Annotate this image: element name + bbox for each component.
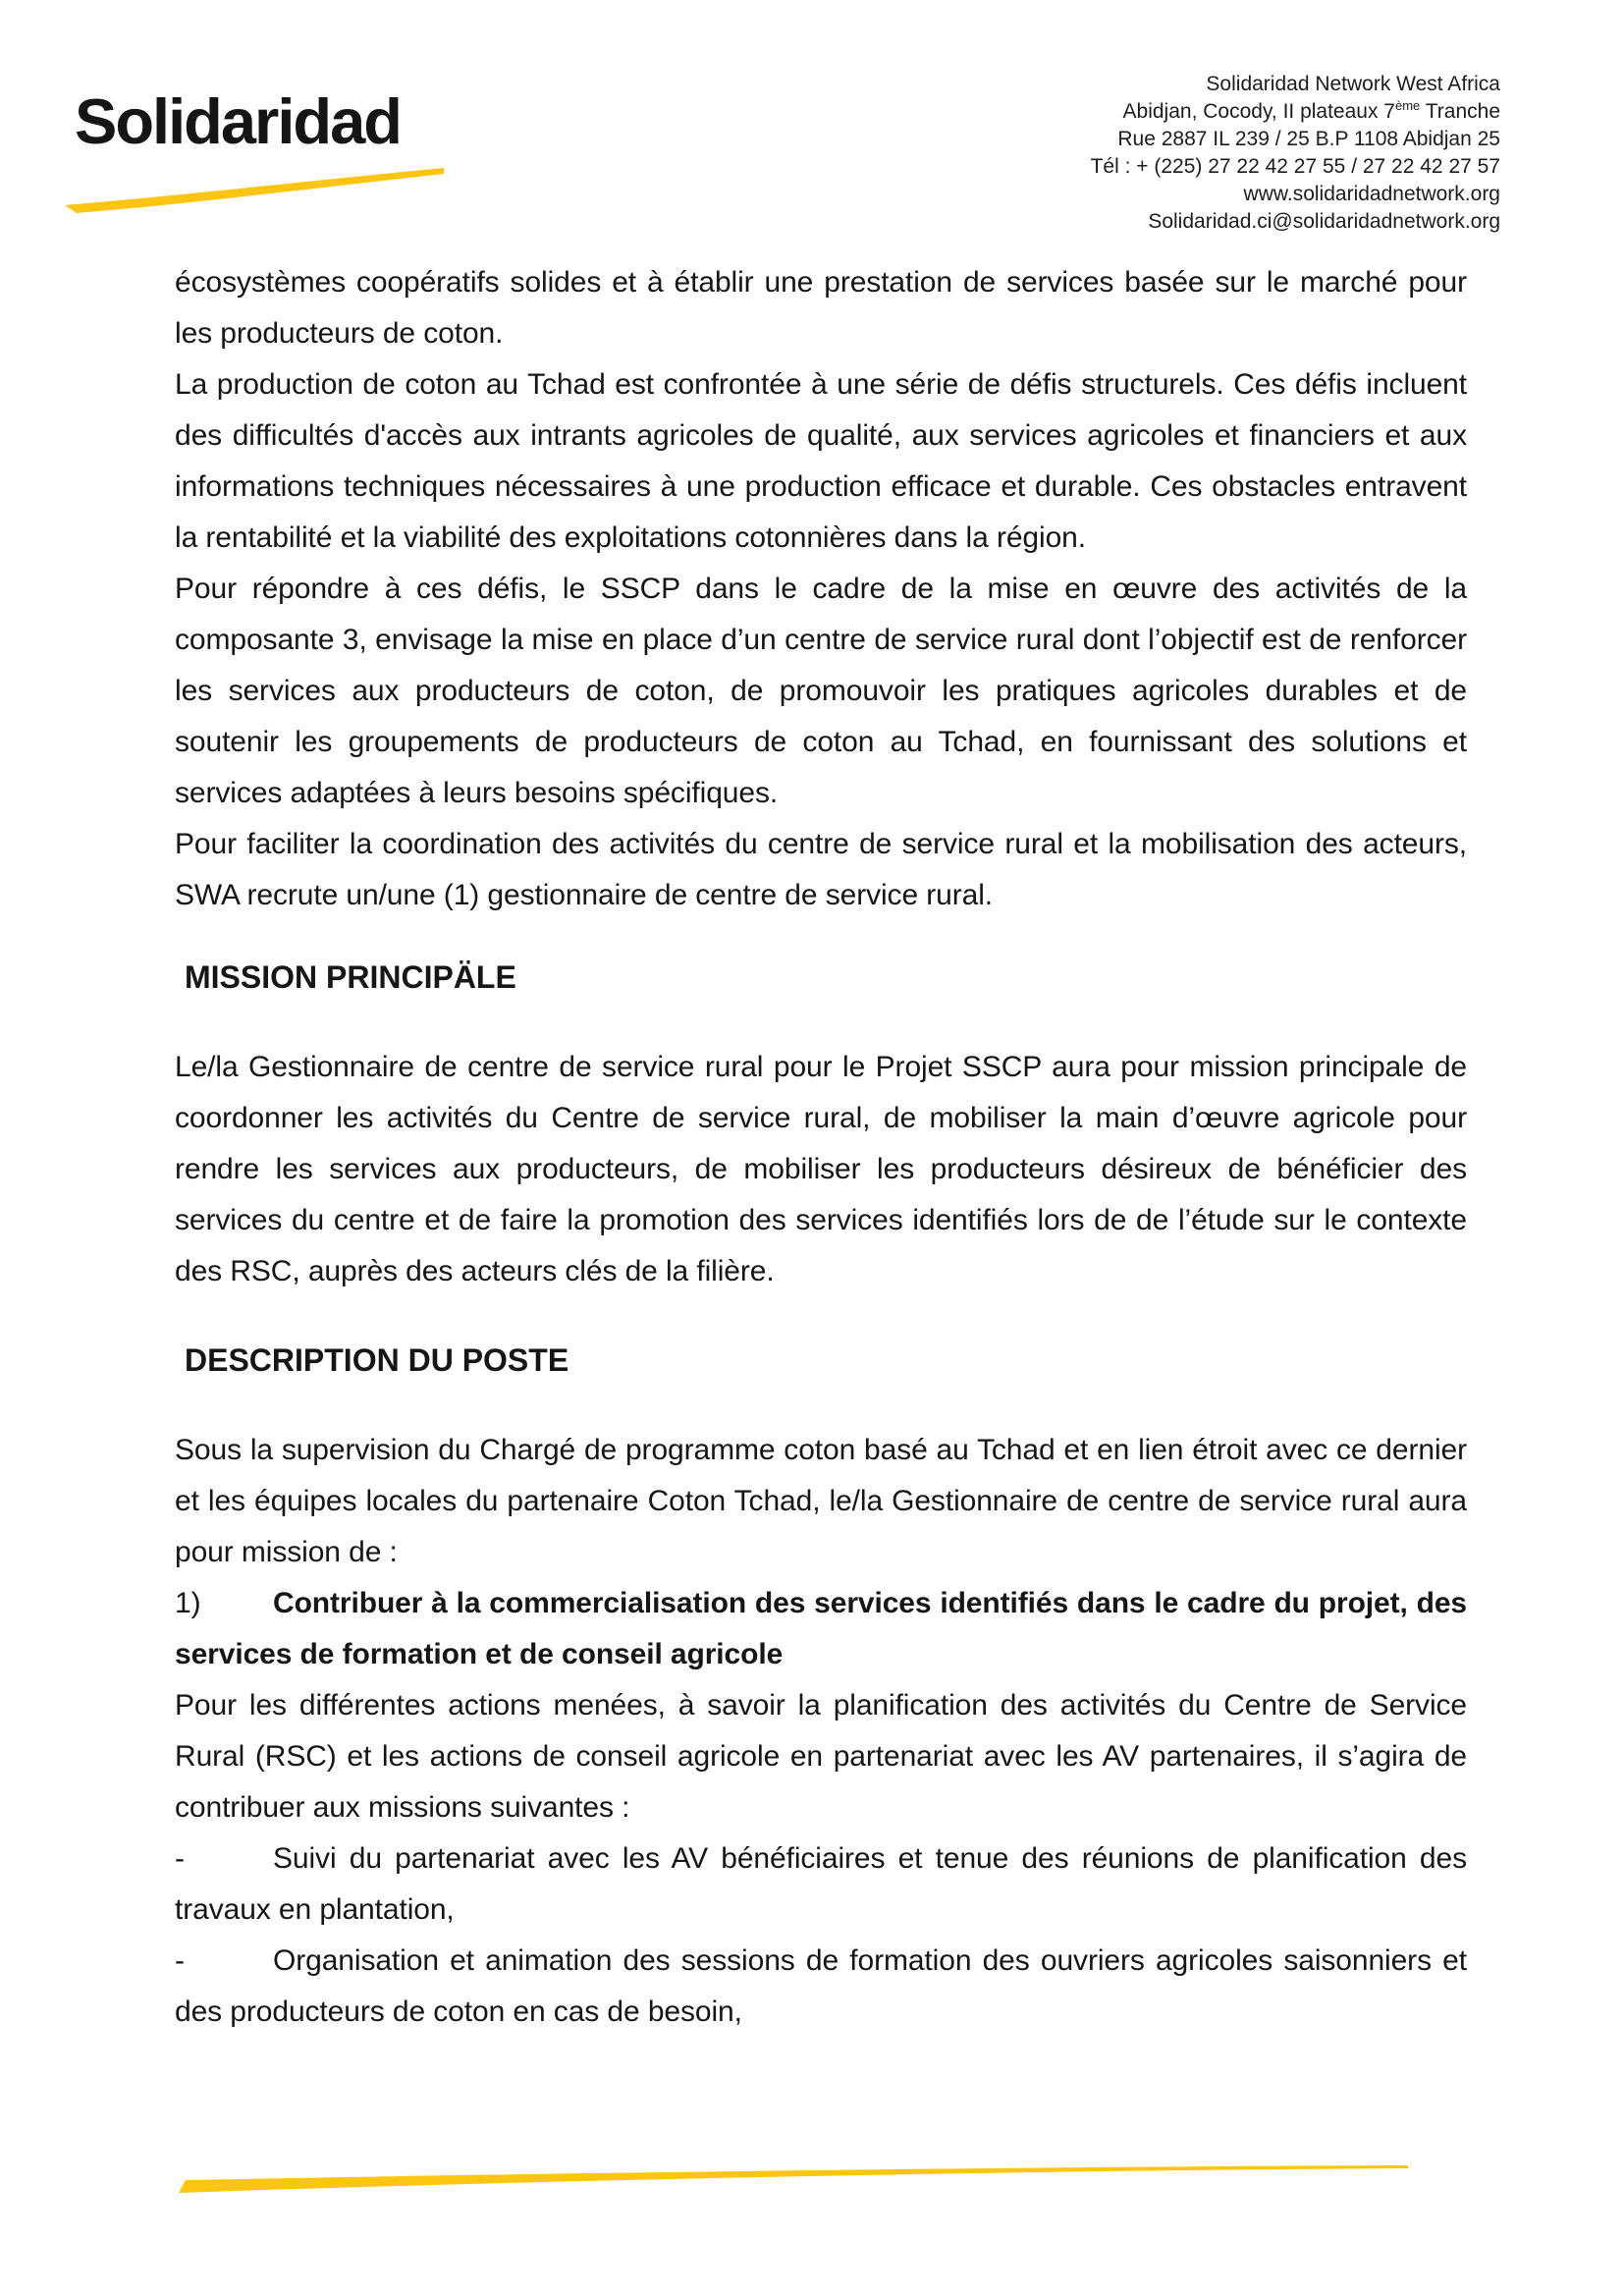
dash-marker: - — [175, 1944, 185, 1977]
paragraph-production-defis: La production de coton au Tchad est confrontée à une série de défis structurels. Ces défis incluent des difficultés d'accès aux intrants agricoles de qualité, aux services agricoles et financiers et aux informations techniques nécessaires à une production efficace et durable. Ces obstacles entravent la rentabilité et la viabilité des exploitations cotonnières dans la région. — [175, 368, 1467, 554]
logo-swoosh-graphic — [61, 167, 446, 214]
dash-item-organisation-text: Organisation et animation des sessions de formation des ouvriers agricoles saisonniers et des producteurs de coton en cas de besoin, — [175, 1944, 1467, 2028]
list-number: 1) — [175, 1587, 201, 1619]
paragraph-reponse-defis: Pour répondre à ces défis, le SSCP dans le cadre de la mise en œuvre des activités de la composante 3, envisage la mise en place d’un centre de service rural dont l’objectif est de renforcer les services aux producteurs de coton, de promouvoir les pratiques agricoles durables et de soutenir les groupements de producteurs de coton au Tchad, en fournissant des solutions et services adaptées à leurs besoins spécifiques. — [175, 573, 1467, 809]
contact-line-org: Solidaridad Network West Africa — [1206, 73, 1500, 95]
numbered-item-1 — [175, 1578, 1467, 1680]
contact-line-phone: Tél : + (225) 27 22 42 27 55 / 27 22 42 27 57 — [1090, 155, 1500, 178]
logo — [75, 84, 401, 158]
ordinal-superscript: ème — [1394, 98, 1421, 113]
paragraph-actions-menees: Pour les différentes actions menées, à savoir la planification des activités du Centre de Service Rural (RSC) et les actions de conseil agricole en partenariat avec les AV partenaires, il s’agira de contribuer aux missions suivantes : — [175, 1689, 1467, 1824]
contact-line-email: Solidaridad.ci@solidaridadnetwork.org — [1148, 210, 1500, 233]
dash-item-suivi-text: Suivi du partenariat avec les AV bénéficiaires et tenue des réunions de planification des travaux en plantation, — [175, 1842, 1467, 1926]
footer-swoosh-graphic — [177, 2159, 1410, 2198]
numbered-item-1-text: Contribuer à la commercialisation des services identifiés dans le cadre du projet, des services de formation et de conseil agricole — [175, 1587, 1467, 1670]
section-heading-mission: MISSION PRINCIPÄLE — [185, 959, 516, 995]
contact-block — [1091, 71, 1500, 236]
contact-line-street: Rue 2887 IL 239 / 25 B.P 1108 Abidjan 25 — [1117, 128, 1500, 150]
dash-item-suivi — [175, 1833, 1467, 1936]
paragraph-supervision: Sous la supervision du Chargé de programme coton basé au Tchad et en lien étroit avec ce dernier et les équipes locales du partenaire Coton Tchad, le/la Gestionnaire de centre de service rural aura pour mission de : — [175, 1434, 1467, 1568]
contact-line-address: Abidjan, Cocody, II plateaux 7ème Tranche — [1122, 98, 1500, 123]
section-heading-description-poste: DESCRIPTION DU POSTE — [185, 1342, 569, 1378]
document-body — [175, 257, 1467, 2038]
dash-item-organisation — [175, 1936, 1467, 2038]
logo-text: Solidaridad — [75, 85, 401, 157]
paragraph-recrutement: Pour faciliter la coordination des activités du centre de service rural et la mobilisation des acteurs, SWA recrute un/une (1) gestionnaire de centre de service rural. — [175, 828, 1467, 911]
paragraph-mission-principale: Le/la Gestionnaire de centre de service rural pour le Projet SSCP aura pour mission principale de coordonner les activités du Centre de service rural, de mobiliser la main d’œuvre agricole pour rendre les services aux producteurs, de mobiliser les producteurs désireux de bénéficier des services du centre et de faire la promotion des services identifiés lors de de l’étude sur le contexte des RSC, auprès des acteurs clés de la filière. — [175, 1051, 1467, 1287]
paragraph-intro-continuation: écosystèmes coopératifs solides et à établir une prestation de services basée sur le marché pour les producteurs de coton. — [175, 266, 1467, 350]
dash-marker: - — [175, 1842, 185, 1875]
contact-line-website: www.solidaridadnetwork.org — [1243, 183, 1500, 205]
